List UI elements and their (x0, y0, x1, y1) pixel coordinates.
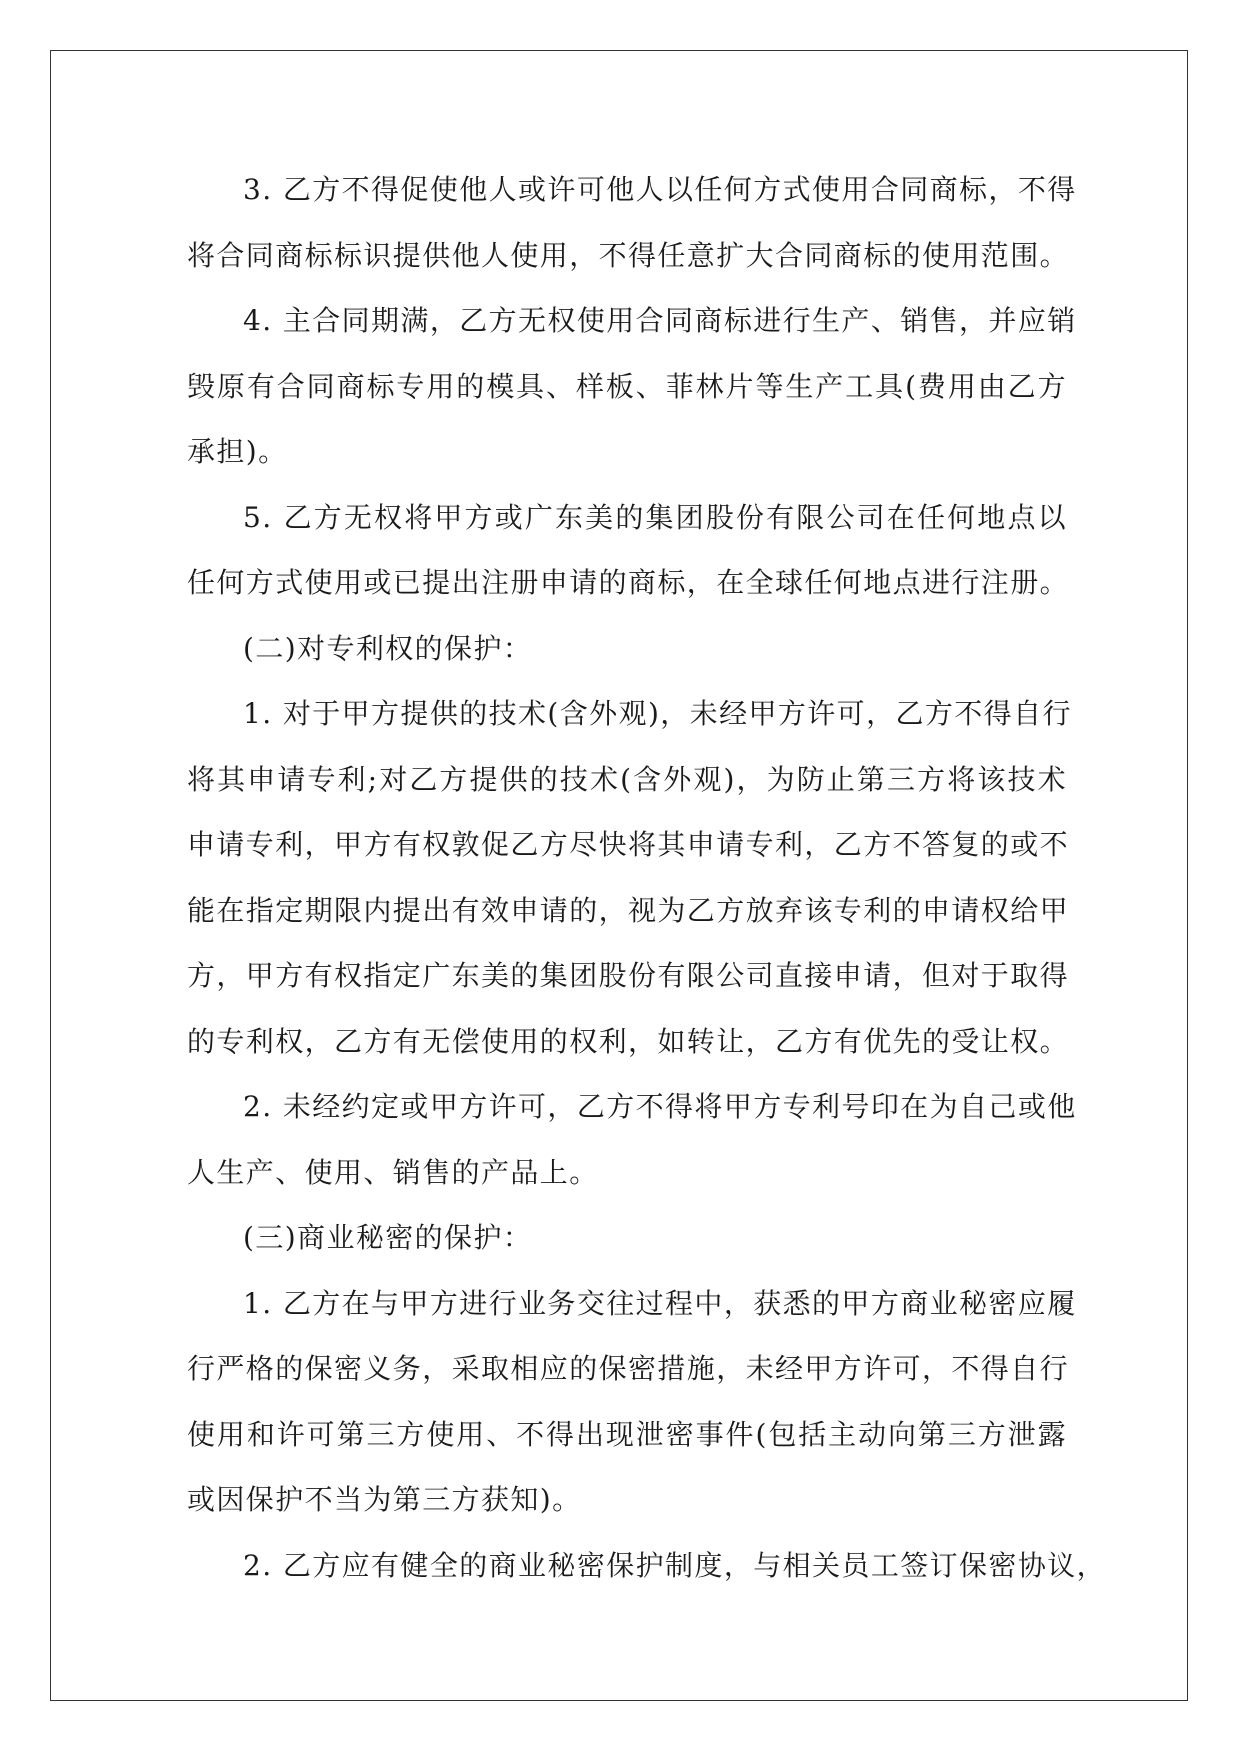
paragraph-line: 方，甲方有权指定广东美的集团股份有限公司直接申请，但对于取得 (187, 959, 1070, 992)
paragraph-line: 申请专利，甲方有权敦促乙方尽快将其申请专利，乙方不答复的或不 (187, 828, 1070, 861)
paragraph-line: 3. 乙方不得促使他人或许可他人以任何方式使用合同商标，不得 (243, 173, 1077, 206)
paragraph-line: 毁原有合同商标专用的模具、样板、菲林片等生产工具(费用由乙方 (187, 369, 1067, 403)
paragraph-line: 任何方式使用或已提出注册申请的商标，在全球任何地点进行注册。 (187, 566, 1070, 599)
paragraph-line: 2. 乙方应有健全的商业秘密保护制度，与相关员工签订保密协议， (243, 1548, 1107, 1582)
paragraph-line: 能在指定期限内提出有效申请的，视为乙方放弃该专利的申请权给甲 (187, 893, 1070, 927)
paragraph-line: 1. 对于甲方提供的技术(含外观)，未经甲方许可，乙方不得自行 (243, 697, 1072, 730)
section-heading: (三)商业秘密的保护： (243, 1221, 533, 1254)
paragraph-line: 2. 未经约定或甲方许可，乙方不得将甲方专利号印在为自己或他 (243, 1090, 1077, 1123)
paragraph-line: 的专利权，乙方有无偿使用的权利，如转让，乙方有优先的受让权。 (187, 1024, 1070, 1058)
document-body (187, 157, 1107, 1598)
paragraph-line: 1. 乙方在与甲方进行业务交往过程中，获悉的甲方商业秘密应履 (243, 1286, 1077, 1320)
paragraph-line: 5. 乙方无权将甲方或广东美的集团股份有限公司在任何地点以 (243, 500, 1067, 534)
paragraph-line: 承担)。 (187, 435, 288, 468)
paragraph-line: 或因保护不当为第三方获知)。 (187, 1483, 582, 1516)
paragraph-line: 行严格的保密义务，采取相应的保密措施，未经甲方许可，不得自行 (187, 1352, 1070, 1385)
paragraph-line: 4. 主合同期满，乙方无权使用合同商标进行生产、销售，并应销 (243, 304, 1077, 337)
paragraph-line: 使用和许可第三方使用、不得出现泄密事件(包括主动向第三方泄露 (187, 1417, 1067, 1451)
paragraph-line: 将合同商标标识提供他人使用，不得任意扩大合同商标的使用范围。 (187, 238, 1070, 272)
paragraph-line: 将其申请专利;对乙方提供的技术(含外观)，为防止第三方将该技术 (187, 762, 1067, 796)
section-heading: (二)对专利权的保护： (243, 631, 533, 665)
paragraph-line: 人生产、使用、销售的产品上。 (187, 1155, 599, 1189)
